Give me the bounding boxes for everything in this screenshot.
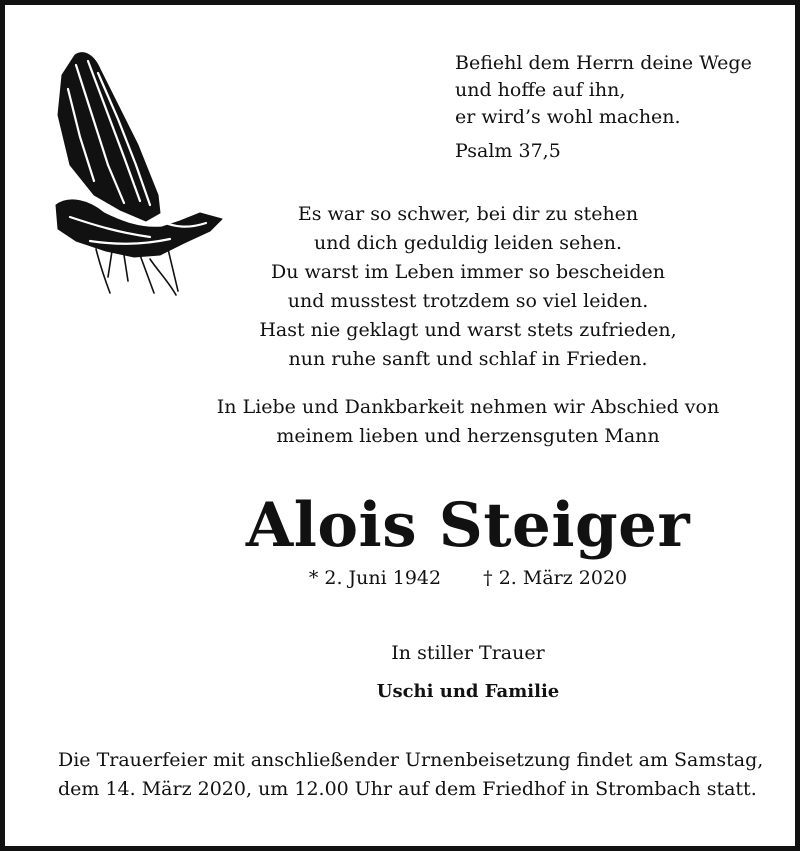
poem-line: nun ruhe sanft und schlaf in Frieden.: [288, 348, 648, 370]
death-date: † 2. März 2020: [483, 567, 628, 589]
poem-line: Hast nie geklagt und warst stets zufrieden,: [259, 319, 677, 341]
poem-line: und musstest trotzdem so viel leiden.: [287, 290, 649, 312]
psalm-reference: Psalm 37,5: [455, 140, 561, 162]
poem-line: Es war so schwer, bei dir zu stehen: [297, 203, 639, 225]
psalm-line: und hoffe auf ihn,: [455, 79, 626, 101]
psalm-line: er wird’s wohl machen.: [455, 106, 681, 128]
psalm-quote: [455, 50, 752, 131]
farewell-intro: [170, 393, 766, 451]
deceased-name: Alois Steiger: [245, 490, 691, 561]
memorial-poem: [200, 200, 736, 374]
poem-line: und dich geduldig leiden sehen.: [314, 232, 622, 254]
birth-date: * 2. Juni 1942: [308, 567, 442, 589]
psalm-line: Befiehl dem Herrn deine Wege: [455, 52, 752, 74]
funeral-notice: [58, 746, 764, 804]
intro-line: In Liebe und Dankbarkeit nehmen wir Abschied von: [216, 396, 720, 418]
mourning-intro: In stiller Trauer: [391, 642, 545, 664]
life-dates: [170, 567, 766, 589]
funeral-line: Die Trauerfeier mit anschließender Urnenbeisetzung findet am Samstag,: [58, 749, 764, 771]
funeral-line: dem 14. März 2020, um 12.00 Uhr auf dem Friedhof in Strombach statt.: [58, 778, 757, 800]
intro-line: meinem lieben und herzensguten Mann: [276, 425, 660, 447]
mourners-names: Uschi und Familie: [376, 681, 560, 702]
poem-line: Du warst im Leben immer so bescheiden: [271, 261, 665, 283]
